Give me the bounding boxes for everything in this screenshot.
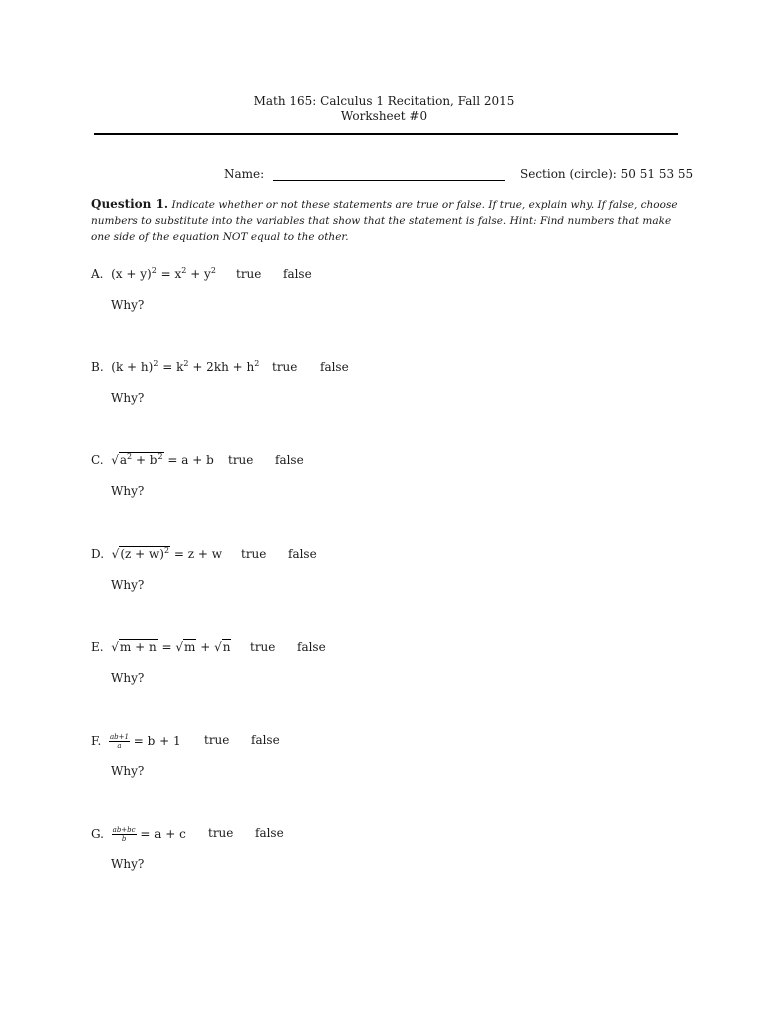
why-prompt: Why? bbox=[111, 671, 145, 685]
question-1 bbox=[91, 196, 681, 245]
true-option[interactable]: true bbox=[272, 360, 298, 374]
item-d bbox=[91, 547, 222, 561]
question-instructions: Indicate whether or not these statements are true or false. If true, explain why. If false, choose numbers to substitute into the variables that show that the statement is false. Hint: Find numbers that make one side of the equation NOT equal to the other. bbox=[91, 199, 678, 243]
false-option[interactable]: false bbox=[283, 267, 312, 281]
item-equation: √m + n = √m + √n bbox=[107, 640, 231, 654]
true-option[interactable]: true bbox=[204, 733, 230, 747]
item-g bbox=[91, 826, 186, 843]
item-c bbox=[91, 453, 214, 467]
item-equation: $\frac{ab+bc}{b}$ = a + c bbox=[112, 826, 186, 843]
item-letter: A. bbox=[91, 267, 104, 281]
true-option[interactable]: true bbox=[208, 826, 234, 840]
true-option[interactable]: true bbox=[228, 453, 254, 467]
why-prompt: Why? bbox=[111, 298, 145, 312]
item-letter: G. bbox=[91, 827, 104, 841]
why-prompt: Why? bbox=[111, 578, 145, 592]
item-letter: B. bbox=[91, 360, 104, 374]
item-equation: $(x + y)^2 = x^2 + y^2$ bbox=[107, 266, 216, 281]
item-f bbox=[91, 733, 181, 750]
why-prompt: Why? bbox=[111, 484, 145, 498]
why-prompt: Why? bbox=[111, 391, 145, 405]
false-option[interactable]: false bbox=[255, 826, 284, 840]
item-equation: $\frac{ab+1}{a}$ = b + 1 bbox=[109, 733, 181, 750]
true-option[interactable]: true bbox=[236, 267, 262, 281]
header-rule bbox=[94, 133, 678, 135]
name-label: Name: bbox=[224, 167, 265, 181]
false-option[interactable]: false bbox=[251, 733, 280, 747]
item-b bbox=[91, 360, 259, 374]
name-field-line[interactable] bbox=[273, 180, 505, 181]
item-letter: D. bbox=[91, 547, 105, 561]
item-equation: $√a^2 + b^2 = a + b$ bbox=[107, 452, 214, 467]
why-prompt: Why? bbox=[111, 857, 145, 871]
section-label: Section (circle): 50 51 53 55 bbox=[520, 167, 694, 181]
why-prompt: Why? bbox=[111, 764, 145, 778]
worksheet-title: Worksheet #0 bbox=[340, 109, 428, 123]
false-option[interactable]: false bbox=[320, 360, 349, 374]
item-e bbox=[91, 640, 231, 654]
false-option[interactable]: false bbox=[288, 547, 317, 561]
true-option[interactable]: true bbox=[241, 547, 267, 561]
item-letter: C. bbox=[91, 453, 104, 467]
item-equation: $(k + h)^2 = k^2 + 2kh + h^2$ bbox=[107, 359, 260, 374]
course-title: Math 165: Calculus 1 Recitation, Fall 2015 bbox=[253, 94, 515, 108]
item-a bbox=[91, 267, 216, 281]
false-option[interactable]: false bbox=[275, 453, 304, 467]
item-letter: E. bbox=[91, 640, 104, 654]
true-option[interactable]: true bbox=[250, 640, 276, 654]
item-letter: F. bbox=[91, 734, 102, 748]
item-equation: $√(z + w)^2 = z + w$ bbox=[107, 546, 223, 561]
question-label: Question 1. bbox=[91, 197, 169, 211]
false-option[interactable]: false bbox=[297, 640, 326, 654]
